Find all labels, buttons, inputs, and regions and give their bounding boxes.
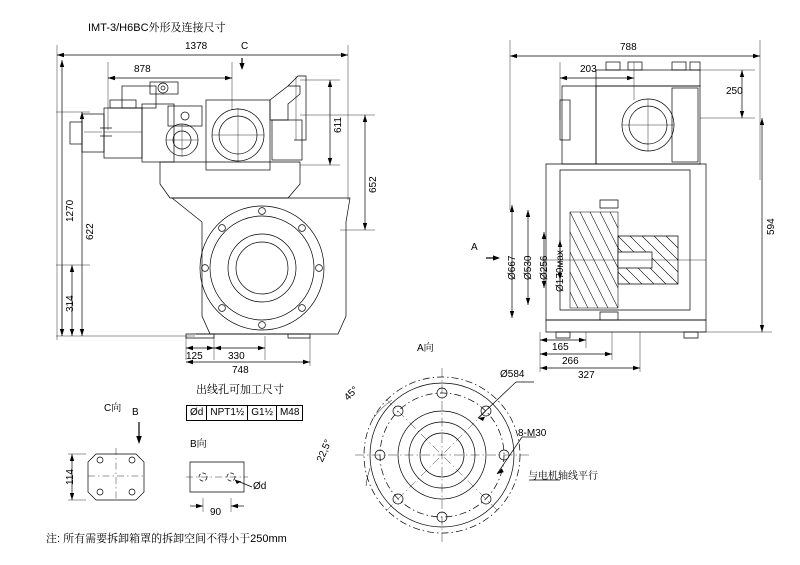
cable-cell-1: NPT1½ xyxy=(207,406,248,420)
dim-height-low: 314 xyxy=(65,295,76,312)
label-bolts: 8-M30 xyxy=(518,428,547,439)
dim-side-base-1: 165 xyxy=(552,342,569,353)
dim-top-right-height: 611 xyxy=(333,117,344,133)
angle-22-5: 22,5° xyxy=(315,438,335,464)
dim-overall-width: 1378 xyxy=(185,41,208,52)
dim-right-height: 652 xyxy=(368,176,379,193)
dim-c-height: 114 xyxy=(65,469,76,485)
dim-side-top-width: 203 xyxy=(580,64,597,75)
dim-side-right-height: 594 xyxy=(766,218,777,235)
dim-side-base-2: 266 xyxy=(562,356,579,367)
dim-base-mid: 330 xyxy=(228,351,245,362)
dim-flange-d1: Ø667 xyxy=(507,255,518,280)
angle-45: 45° xyxy=(342,384,361,404)
cable-cell-3: M48 xyxy=(279,407,300,418)
cable-cell-0: Ød xyxy=(187,406,207,420)
dim-sub-width: 878 xyxy=(134,64,151,75)
section-view-label: A向 xyxy=(417,343,434,354)
dim-bore: Ø170мax xyxy=(555,250,566,292)
dim-bolt-circle: Ø584 xyxy=(500,369,525,380)
drawing-note: 注: 所有需要拆卸箱罩的拆卸空间不得小于250mm xyxy=(46,533,287,545)
dim-flange-d3: Ø256 xyxy=(539,255,550,280)
dim-height-mid: 622 xyxy=(85,223,96,240)
dim-height-total: 1270 xyxy=(65,199,76,222)
parallel-axis-note: 与电机轴线平行 xyxy=(528,471,598,482)
page-title: IMT-3/H6BC外形及连接尺寸 xyxy=(88,22,226,34)
dim-base-total: 748 xyxy=(232,365,249,376)
marker-a-side: A xyxy=(471,242,478,253)
marker-c-top: C xyxy=(241,41,249,52)
dim-side-base-3: 327 xyxy=(578,370,595,381)
cable-hole-table xyxy=(186,405,303,421)
c-view-label: C向 xyxy=(104,403,122,414)
dim-base-left: 125 xyxy=(186,351,203,362)
dim-side-top-height: 250 xyxy=(726,86,743,97)
dim-b-diameter: Ød xyxy=(253,481,267,492)
marker-b: B xyxy=(132,407,139,418)
b-view-label: B向 xyxy=(190,439,207,450)
dim-b-width: 90 xyxy=(210,507,222,518)
dim-flange-d2: Ø530 xyxy=(523,255,534,280)
dim-side-overall-width: 788 xyxy=(620,42,637,53)
cable-hole-title: 出线孔可加工尺寸 xyxy=(196,384,284,396)
cable-cell-2: G1½ xyxy=(248,406,277,420)
